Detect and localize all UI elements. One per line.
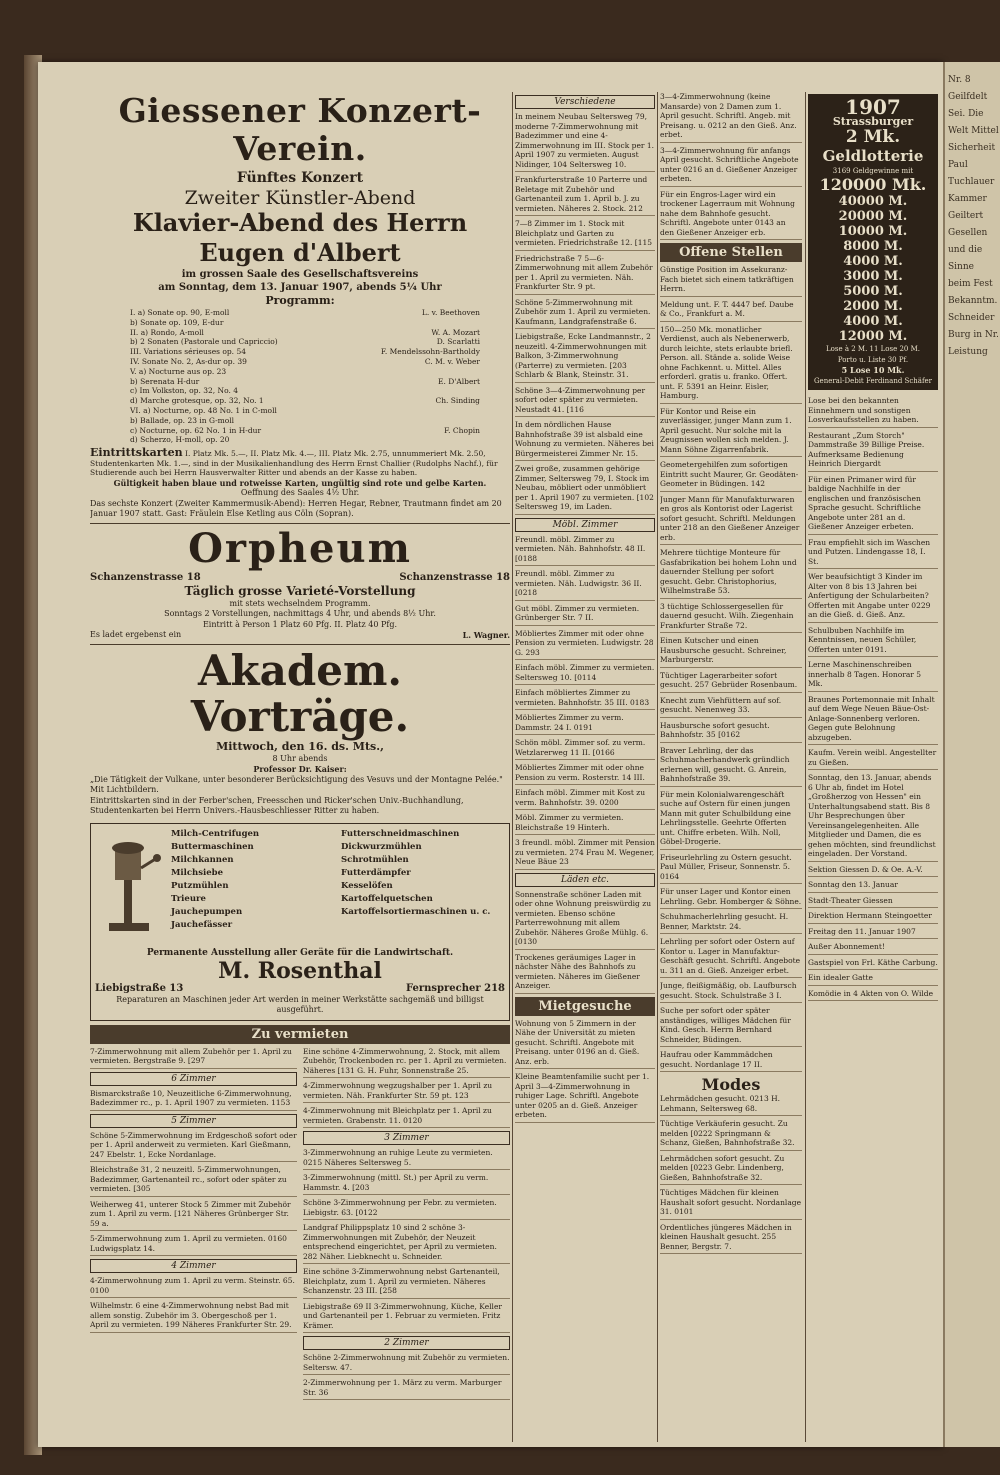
classified-ad: Schöne 3-Zimmerwohnung per Febr. zu vermieten. Liebigstr. 63. [0122 <box>303 1198 510 1220</box>
classified-ad: Zwei große, zusammen gehörige Zimmer, Seltersweg 79, I. Stock im Neubau, möbliert oder unmöbliert per 1. April 1907 zu vermieten. [102 Seltersweg 19, im Laden. <box>515 464 655 515</box>
classified-ad: Frankfurterstraße 10 Parterre und Beletage mit Zubehör und Gartenanteil zum 1. April b. J. zu vermieten. Näheres 2. Stock. 212 <box>515 175 655 216</box>
classified-ad: 3-Zimmerwohnung (mittl. St.) per April zu verm. Hammstr. 4. [203 <box>303 1173 510 1195</box>
classified-ad: Kaufm. Verein weibl. Angestellter zu Gießen. <box>808 748 938 770</box>
classified-ad: Sonnenstraße schöner Laden mit oder ohne Wohnung preiswürdig zu vermieten. Ebenso schöne Parterrewohnung mit allem Zubehör. Näheres Große Mühlg. 6. [0130 <box>515 890 655 950</box>
lottery-prize: 10000 M. <box>838 224 908 239</box>
program-row <box>130 347 480 357</box>
program-piece: c) Im Volkston, op. 32, No. 4 <box>130 386 239 396</box>
lottery-line2: 2 Mk. <box>845 126 901 147</box>
classified-ad: Haufrau oder Kammmädchen gesucht. Nordanlage 17 II. <box>660 1050 802 1072</box>
orpheum-title: Orpheum <box>188 524 412 572</box>
section-header: Läden etc. <box>515 873 655 887</box>
classified-ad: Möbliertes Zimmer mit oder ohne Pension zu vermieten. Ludwigstr. 28 G. 293 <box>515 629 655 661</box>
column-2-items <box>515 112 655 1123</box>
program-row <box>130 318 480 328</box>
classified-ad: Außer Abonnement! <box>808 942 938 955</box>
column-3-items-b <box>660 265 802 1254</box>
program-piece: b) Sonate op. 109, E-dur <box>130 317 224 327</box>
classified-ad: Suche per sofort oder später anständiges, williges Mädchen für Kind. Gesch. Herrn Bernhard Schneider, Büdingen. <box>660 1006 802 1047</box>
next-concert: Das sechste Konzert (Zweiter Kammermusik-Abend): Herren Hegar, Rebner, Trautmann findet am 20 Januar 1907 statt. Gast: Fräulein Else Ketling aus Cöln (Sopran). <box>90 498 502 519</box>
classified-ad: Tüchtiger Lagerarbeiter sofort gesucht. 257 Gebrüder Rosenbaum. <box>660 671 802 693</box>
classified-ad: Stadt-Theater Giessen <box>808 896 938 909</box>
classified-ad: Schöne 5-Zimmerwohnung mit Zubehör zum 1. April zu vermieten. Kaufmann, Landgrafenstraße 6. <box>515 298 655 330</box>
classified-ad: Eine schöne 3-Zimmerwohnung nebst Gartenanteil, Bleichplatz, zum 1. April zu vermieten. Näheres Schanzenstr. 23 III. [258 <box>303 1267 510 1299</box>
classified-ad: Schulbuben Nachhilfe im Kenntnissen, neuen Schüler, Offerten unter 0191. <box>808 626 938 658</box>
classified-ad: Schöne 3—4-Zimmerwohnung per sofort oder später zu vermieten. Neustadt 41. [116 <box>515 386 655 418</box>
konzert-sub2: Zweiter Künstler-Abend <box>184 187 416 209</box>
classified-ad: Weiherweg 41, unterer Stock 5 Zimmer mit Zubehör zum 1. April zu verm. [121 Näheres Grünberger Str. 59 a. <box>90 1200 297 1232</box>
lottery-prize: 40000 M. <box>838 194 908 209</box>
rosenthal-item: Dickwurzmühlen <box>341 841 422 852</box>
classified-ad: 3 tüchtige Schlossergesellen für dauernd gesucht. Wilh. Ziegenhain Frankfurter Straße 72. <box>660 602 802 634</box>
classified-ad: In meinem Neubau Seltersweg 79, moderne 7-Zimmerwohnung mit Badezimmer und eine 4-Zimmerwohnung im III. Stock per 1. April 1907 zu vermieten. August Nidinger, 104 Seltersweg 10. <box>515 112 655 172</box>
orpheum-daily-sub: mit stets wechselndem Programm. <box>229 598 371 608</box>
classified-ad: Knecht zum Viehfüttern auf sof. gesucht. Nenenweg 33. <box>660 696 802 718</box>
classified-ad: Lerne Maschinenschreiben innerhalb 8 Tagen. Honorar 5 Mk. <box>808 660 938 692</box>
section-header: 3 Zimmer <box>303 1131 510 1145</box>
rosenthal-item: Futterschneidmaschinen <box>341 828 460 839</box>
program-piece: b) Ballade, op. 23 in G-moll <box>130 415 235 425</box>
program-piece: II. a) Rondo, A-moll <box>130 327 204 337</box>
column-rule <box>657 92 658 1442</box>
program-composer: D. Scarlatti <box>436 337 480 347</box>
tickets-text: I. Platz Mk. 5.—, II. Platz Mk. 4.—, III. Platz Mk. 2.75, unnummeriert Mk. 2.50, Studentenkarten Mk. 1.—, sind in der Musikalienhandlung des Herrn Ernst Challier (Rudolphs Nachf.), für Studierende auch bei Herrn Hausverwalter Ritter und abends an der Kasse zu haben. <box>90 449 498 478</box>
program-composer: E. D'Albert <box>438 376 480 386</box>
rosenthal-item: Futterdämpfer <box>341 867 411 878</box>
vermieten-col-a <box>90 1047 297 1404</box>
classified-ad: Friedrichstraße 7 5—6-Zimmerwohnung mit allem Zubehör per 1. April zu vermieten. Näh. Frankfurter Str. 9 pt. <box>515 254 655 295</box>
program-piece: c) Nocturne, op. 62 No. 1 in H-dur <box>130 425 262 435</box>
section-header: 4 Zimmer <box>90 1259 297 1273</box>
classified-ad: Für einen Primaner wird für baldige Nachhilfe in der englischen und französischen Sprache gesucht. Schriftliche Angebote unter 281 an d. Gießener Anzeiger erbeten. <box>808 475 938 535</box>
classified-ad: Wer beaufsichtigt 3 Kinder im Alter von 8 bis 13 Jahren bei Anfertigung der Schularbeiten? Offerten mit Angabe unter 0229 an die Gieß. d. Gieß. Anz. <box>808 572 938 623</box>
rosenthal-item: Trieure <box>171 893 206 904</box>
program-list <box>90 308 510 445</box>
orpheum-daily: Täglich grosse Varieté-Vorstellung <box>184 583 416 598</box>
lottery-prize: 12000 M. <box>838 329 908 344</box>
classified-ad: Sektion Giessen D. & Oe. A.-V. <box>808 865 938 878</box>
classified-ad: Für ein Engros-Lager wird ein trockener Lagerraum mit Wohnung nahe dem Bahnhofe gesucht. Schriftl. Angebote unter 0143 an den Gießener Anzeiger erb. <box>660 190 802 241</box>
vortraege-title: Akadem. Vorträge. <box>190 645 410 741</box>
vermieten-col-b <box>303 1047 510 1404</box>
tickets <box>90 448 510 478</box>
classified-ad: Tüchtiges Mädchen für kleinen Haushalt sofort gesucht. Nordanlage 31. 0101 <box>660 1188 802 1220</box>
classified-ad: Gut möbl. Zimmer zu vermieten. Grünberger Str. 7 II. <box>515 604 655 626</box>
classified-ad: Einfach möbl. Zimmer zu vermieten. Seltersweg 10. [0114 <box>515 663 655 685</box>
rosenthal-item: Buttermaschinen <box>171 841 254 852</box>
classified-ad: Ein idealer Gatte <box>808 973 938 986</box>
program-composer: W. A. Mozart <box>431 327 480 337</box>
verschiedene-header: Verschiedene <box>515 95 655 109</box>
lottery-general: General-Debit Ferdinand Schäfer <box>813 376 933 385</box>
orpheum-sunday: Sonntags 2 Vorstellungen, nachmittags 4 Uhr, und abends 8½ Uhr. <box>164 609 436 619</box>
program-row <box>130 328 480 338</box>
vermieten-band: Zu vermieten <box>90 1025 510 1044</box>
section-header: Modes <box>701 1075 761 1094</box>
classified-ad: Lehrling per sofort oder Ostern auf Kontor u. Lager in Manufaktur-Geschäft gesucht. Schriftl. Angebote u. 311 an d. Gieß. Anzeiger erbet. <box>660 937 802 978</box>
classified-ad: Hausbursche sofort gesucht. Bahnhofstr. 35 [0162 <box>660 721 802 743</box>
classified-ad: Möbliertes Zimmer zu verm. Dammstr. 24 I. 0191 <box>515 713 655 735</box>
lottery-prize: 2000 M. <box>843 299 903 314</box>
classified-ad: Eine schöne 4-Zimmerwohnung, 2. Stock, mit allem Zubehör, Trockenboden rc. per 1. April zu vermieten. Näheres [131 G. H. Fuhr, Sonnenstraße 25. <box>303 1047 510 1079</box>
lottery-lose: Lose à 2 M. 11 Lose 20 M. <box>826 345 920 353</box>
rosenthal-repair: Reparaturen an Maschinen jeder Art werden in meiner Werkstätte sachgemäß und billigst ausgeführt. <box>116 994 484 1015</box>
classified-ad: Schöne 5-Zimmerwohnung im Erdgeschoß sofort oder per 1. April anderweit zu vermieten. Karl Gießmann, 247 Ebelstr. 1, Ecke Nordanlage. <box>90 1131 297 1163</box>
classified-ad: Landgraf Philippsplatz 10 sind 2 schöne 3-Zimmerwohnungen mit Zubehör, der Neuzeit entsprechend eingerichtet, per April zu vermieten. 282 Näher. Liebknecht u. Schneider. <box>303 1223 510 1264</box>
program-piece: III. Variations sérieuses op. 54 <box>130 347 246 357</box>
classified-ad: Meldung unt. F. T. 4447 bef. Daube & Co., Frankfurt a. M. <box>660 300 802 322</box>
classified-ad: Bleichstraße 31, 2 neuzeitl. 5-Zimmerwohnungen, Badezimmer, Gartenanteil rc., sofort oder später zu vermieten. [305 <box>90 1165 297 1197</box>
rosenthal-item: Schrotmühlen <box>341 854 409 865</box>
classified-ad: 4-Zimmerwohnung mit Bleichplatz per 1. April zu vermieten. Grabenstr. 11. 0120 <box>303 1106 510 1128</box>
classified-ad: Wilhelmstr. 6 eine 4-Zimmerwohnung nebst Bad mit allem sonstig. Zubehör im 3. Obergeschoß per 1. April zu vermieten. 199 Näheres Frankfurter Str. 29. <box>90 1301 297 1333</box>
vortraege-time: 8 Uhr abends <box>272 753 328 763</box>
classified-ad: Schuhmacherlehrling gesucht. H. Benner, Marktstr. 24. <box>660 912 802 934</box>
hall-opening: Oeffnung des Saales 4½ Uhr. <box>240 488 360 498</box>
classified-ad: Junger Mann für Manufakturwaren en gros als Kontorist oder Lagerist sofort gesucht. Schriftl. Meldungen unter 218 an den Gießener Anzeiger erb. <box>660 495 802 546</box>
konzert-ad <box>90 92 510 520</box>
program-composer: F. Mendelssohn-Bartholdy <box>380 347 480 357</box>
classified-ad: Trockenes geräumiges Lager in nächster Nähe des Bahnhofs zu vermieten. Näheres im Gießener Anzeiger. <box>515 953 655 994</box>
program-row <box>130 337 480 347</box>
rosenthal-phone: Fernsprecher 218 <box>405 983 505 995</box>
classified-ad: Lehrmädchen sofort gesucht. Zu melden [0223 Gebr. Lindenberg, Gießen, Bahnhofstraße 32. <box>660 1154 802 1186</box>
section-header: Mietgesuche <box>515 997 655 1016</box>
konzert-main: Klavier-Abend des Herrn Eugen d'Albert <box>132 208 468 267</box>
program-piece: b) Serenata H-dur <box>130 376 200 386</box>
program-piece: b) 2 Sonaten (Pastorale und Capriccio) <box>130 337 278 347</box>
orpheum-owner: L. Wagner. <box>462 630 510 641</box>
lottery-line1: Strassburger <box>832 115 914 128</box>
column-3 <box>660 92 802 1257</box>
program-piece: d) Scherzo, H-moll, op. 20 <box>130 435 230 445</box>
program-row <box>130 426 480 436</box>
konzert-sub1: Fünftes Konzert <box>236 170 364 186</box>
orpheum-address-left: Schanzenstrasse 18 <box>90 571 201 583</box>
lottery-prize: 4000 M. <box>843 254 903 269</box>
lottery-count: 3169 Geldgewinne mit <box>832 166 914 175</box>
lottery-prize: 5000 M. <box>843 284 903 299</box>
classified-ad: Einfach möbl. Zimmer mit Kost zu verm. Bahnhofstr. 39. 0200 <box>515 788 655 810</box>
classified-ad: Möbliertes Zimmer mit oder ohne Pension zu verm. Rosterstr. 14 III. <box>515 763 655 785</box>
classified-ad: Freitag den 11. Januar 1907 <box>808 927 938 940</box>
classified-ad: Direktion Hermann Steingoetter <box>808 911 938 924</box>
konzert-place: im grossen Saale des Gesellschaftsvereins <box>181 269 419 280</box>
classified-ad: Braunes Portemonnaie mit Inhalt auf dem Wege Neuen Bäue-Ost-Anlage-Sonnenberg verloren. Gegen gute Belohnung abzugeben. <box>808 695 938 746</box>
classified-ad: Lehrmädchen gesucht. 0213 H. Lehmann, Seltersweg 68. <box>660 1094 802 1116</box>
lottery-prize: 3000 M. <box>843 269 903 284</box>
column-4 <box>808 92 938 1004</box>
adjacent-page-text: Nr. 8 Geilfdelt Sei. Die Welt Mittel Sicherheit Paul Tuchlauer Kammer Geiltert Gesellen und die Sinne beim Fest Bekanntm. Schneider Burg in Nr. Leistung <box>948 75 999 357</box>
classified-ad: 3-Zimmerwohnung an ruhige Leute zu vermieten. 0215 Näheres Seltersweg 5. <box>303 1148 510 1170</box>
classified-ad: Schön möbl. Zimmer sof. zu verm. Wetzlarerweg 11 II. [0166 <box>515 738 655 760</box>
rosenthal-item: Milchkannen <box>171 854 234 865</box>
classified-ad: In dem nördlichen Hause Bahnhofstraße 39 ist alsbald eine Wohnung zu vermieten. Näheres bei Bürgermeisterei Zimmer Nr. 15. <box>515 420 655 461</box>
lottery-lose2: 5 Lose 10 Mk. <box>841 365 905 375</box>
program-piece: V. a) Nocturne aus op. 23 <box>130 366 227 376</box>
program-row <box>130 406 480 416</box>
program-composer: C. M. v. Weber <box>424 356 480 366</box>
rosenthal-list-left <box>171 828 335 948</box>
lottery-porto: Porto u. Liste 30 Pf. <box>837 355 909 364</box>
rosenthal-item: Jauchefässer <box>171 919 233 930</box>
column-rule <box>512 92 513 1442</box>
rosenthal-item: Putzmühlen <box>171 880 229 891</box>
rosenthal-name: M. Rosenthal <box>218 958 382 985</box>
classified-ad: 3—4-Zimmerwohnung für anfangs April gesucht. Schriftliche Angebote unter 0216 an d. Gießener Anzeiger erbeten. <box>660 146 802 187</box>
offene-stellen-band: Offene Stellen <box>660 243 802 262</box>
program-row <box>130 357 480 367</box>
program-row <box>130 377 480 387</box>
classified-ad: Mehrere tüchtige Monteure für Gasfabrikation bei hohem Lohn und dauernder Stellung per sofort gesucht. Gebr. Christophorius, Wilhelmstraße 53. <box>660 548 802 599</box>
classified-ad: 4-Zimmerwohnung wegzugshalber per 1. April zu vermieten. Näh. Frankfurter Str. 59 pt. 123 <box>303 1081 510 1103</box>
section-header: 6 Zimmer <box>90 1072 297 1086</box>
program-piece: d) Marche grotesque, op. 32, No. 1 <box>130 396 264 406</box>
program-label: Programm: <box>265 294 335 307</box>
lottery-line3: Geldlotterie <box>822 146 924 165</box>
classified-ad: Einfach möbliertes Zimmer zu vermieten. Bahnhofstr. 35 III. 0183 <box>515 688 655 710</box>
program-row <box>130 308 480 318</box>
classified-ad: Freundl. möbl. Zimmer zu vermieten. Näh. Bahnhofstr. 48 II. [0188 <box>515 535 655 567</box>
section-header: 2 Zimmer <box>303 1336 510 1350</box>
lottery-prize: 120000 Mk. <box>819 175 927 194</box>
classified-ad: Braver Lehrling, der das Schuhmacherhandwerk gründlich erlernen will, gesucht. G. Anrein, Bahnhofstraße 39. <box>660 746 802 787</box>
classified-ad: Liebigstraße 69 II 3-Zimmerwohnung, Küche, Keller und Gartenanteil per 1. Februar zu vermieten. Fritz Krämer. <box>303 1302 510 1334</box>
classified-ad: Einen Kutscher und einen Hausbursche gesucht. Schreiner, Marburgerstr. <box>660 636 802 668</box>
orpheum-address-right: Schanzenstrasse 18 <box>399 571 510 583</box>
classified-ad: Bismarckstraße 10, Neuzeitliche 6-Zimmerwohnung, Badezimmer rc., p. 1. April 1907 zu vermieten. 1153 <box>90 1089 297 1111</box>
vortraege-ad <box>90 645 510 817</box>
classified-ad: Wohnung von 5 Zimmern in der Nähe der Universität zu mieten gesucht. Schriftl. Angebote mit Preisang. unter 0196 an d. Gieß. Anz. erb. <box>515 1019 655 1070</box>
konzert-date: am Sonntag, dem 13. Januar 1907, abends 5¼ Uhr <box>158 282 442 293</box>
program-composer: L. v. Beethoven <box>421 308 480 317</box>
rosenthal-item: Kesselöfen <box>341 880 393 891</box>
konzert-title: Giessener Konzert-Verein. <box>118 92 482 168</box>
lottery-prize: 20000 M. <box>838 209 908 224</box>
lottery-prizes <box>810 176 936 344</box>
rosenthal-address: Liebigstraße 13 <box>95 983 184 995</box>
classified-ad: Junge, fleißigmäßig, ob. Laufbursch gesucht. Stock. Schulstraße 3 I. <box>660 981 802 1003</box>
vortraege-speaker: Professor Dr. Kaiser: <box>253 764 347 775</box>
classified-ad: Günstige Position im Assekuranz-Fach bietet sich einem tatkräftigen Herrn. <box>660 265 802 297</box>
classified-ad: Freundl. möbl. Zimmer zu vermieten. Näh. Ludwigstr. 36 II. [0218 <box>515 569 655 601</box>
ticket-validity: Gültigkeit haben blaue und rotweisse Karten, ungültig sind rote und gelbe Karten. <box>113 477 487 488</box>
classified-ad: 3 freundl. möbl. Zimmer mit Pension zu vermieten. 274 Frau M. Wegener, Neue Bäue 23 <box>515 838 655 870</box>
classified-ad: 4-Zimmerwohnung zum 1. April zu verm. Steinstr. 65. 0100 <box>90 1276 297 1298</box>
rosenthal-ad <box>90 823 510 1021</box>
lottery-prize: 8000 M. <box>843 239 903 254</box>
rosenthal-item: Kartoffelquetschen <box>341 893 433 904</box>
column-rule <box>805 92 806 1442</box>
classified-ad: Friseurlehrling zu Ostern gesucht. Paul Müller, Friseur, Sonnenstr. 5. 0164 <box>660 853 802 885</box>
classified-ad: Sonntag den 13. Januar <box>808 880 938 893</box>
classified-ad: 150—250 Mk. monatlicher Verdienst, auch als Nebenerwerb, durch leichte, stets erlaubte briefl. Person. all. Stände a. solide Weise ohne Fachkennt. u. Mittel. Alles erforderl. gratis u. franko. Offert. unt. F. 5391 an Heinr. Eisler, Hamburg. <box>660 325 802 404</box>
classified-ad: Für mein Kolonialwarengeschäft suche auf Ostern für einen jungen Mann mit guter Schulbildung eine Lehrlingsstelle. Geehrte Offerten unt. Chiffre erbeten. Wilh. Noll, Göbel-Drogerie. <box>660 790 802 850</box>
classified-ad: Gastspiel von Frl. Käthe Carbung. <box>808 958 938 971</box>
classified-ad: Restaurant „Zum Storch" Dammstraße 39 Billige Preise. Aufmerksame Bedienung Heinrich Diergardt <box>808 431 938 472</box>
classified-ad: Tüchtige Verkäuferin gesucht. Zu melden [0222 Springmann & Schanz, Gießen, Bahnhofstraße 32. <box>660 1119 802 1151</box>
tickets-label: Eintrittskarten <box>90 446 183 460</box>
classified-ad: Möbl. Zimmer zu vermieten. Bleichstraße 19 Hinterh. <box>515 813 655 835</box>
rosenthal-item: Milchsiebe <box>171 867 223 878</box>
classified-ad: 7—8 Zimmer im 1. Stock mit Bleichplatz und Garten zu vermieten. Friedrichstraße 12. [115 <box>515 219 655 251</box>
classified-ad: Geometergehilfen zum sofortigen Eintritt sucht Maurer, Gr. Geodäten-Geometer in Büdingen. 142 <box>660 460 802 492</box>
classified-ad: 7-Zimmerwohnung mit allem Zubehör per 1. April zu vermieten. Bergstraße 9. [297 <box>90 1047 297 1069</box>
vortraege-date: Mittwoch, den 16. ds. Mts., <box>216 739 384 753</box>
program-composer: F. Chopin <box>444 425 480 435</box>
lottery-ad <box>808 94 938 390</box>
program-row <box>130 367 480 377</box>
rosenthal-list-right <box>341 828 505 948</box>
rosenthal-perm: Permanente Ausstellung aller Geräte für die Landwirtschaft. <box>146 947 454 958</box>
orpheum-ad <box>90 524 510 641</box>
rosenthal-item: Kartoffelsortiermaschinen u. c. <box>341 906 491 917</box>
program-piece: VI. a) Nocturne, op. 48 No. 1 in C-moll <box>130 405 277 415</box>
program-row <box>130 386 480 396</box>
program-row <box>130 435 480 445</box>
lottery-year: 1907 <box>845 95 901 119</box>
orpheum-signoff: Es ladet ergebenst ein <box>90 630 182 640</box>
orpheum-entry: Eintritt à Person 1 Platz 60 Pfg. II. Platz 40 Pfg. <box>202 619 398 629</box>
column-3-items-a <box>660 92 802 240</box>
column-4-items <box>808 396 938 1001</box>
classified-ad: Kleine Beamtenfamilie sucht per 1. April 3—4-Zimmerwohnung in ruhiger Lage. Schriftl. Angebote unter 0205 an d. Gieß. Anzeiger erbeten. <box>515 1072 655 1123</box>
program-composer: Ch. Sinding <box>435 396 480 406</box>
classified-ad: Ordentliches jüngeres Mädchen in kleinen Haushalt gesucht. 255 Benner, Bergstr. 7. <box>660 1223 802 1255</box>
column-2 <box>515 92 655 1126</box>
lottery-prize: 4000 M. <box>843 314 903 329</box>
section-header: 5 Zimmer <box>90 1114 297 1128</box>
adjacent-page <box>943 62 1000 1447</box>
classified-ad: Sonntag, den 13. Januar, abends 6 Uhr ab, findet im Hotel „Großherzog von Hessen" ein Unterhaltungsabend statt. Bis 8 Uhr Besprechungen über Vereinsangelegenheiten. Alle Mitglieder und Damen, die es gehen möchten, sind freundlichst eingeladen. Der Vorstand. <box>808 773 938 862</box>
vortraege-info: Eintrittskarten sind in der Ferber'schen, Freesschen und Ricker'schen Univ.-Buchhandlung, Studentenkarten bei Herrn Univers.-Hausbeschliesser Ritter zu haben. <box>90 795 464 816</box>
classified-ad: 5-Zimmerwohnung zum 1. April zu vermieten. 0160 Ludwigsplatz 14. <box>90 1234 297 1256</box>
rosenthal-item: Milch-Centrifugen <box>171 828 260 839</box>
centrifuge-illustration <box>95 828 165 948</box>
section-header: Möbl. Zimmer <box>515 518 655 532</box>
classified-ad: Für Kontor und Reise ein zuverlässiger, junger Mann zum 1. April gesucht. Nur solche mit la Zeugnissen wollen sich melden. J. Mann Söhne Zigarrenfabrik. <box>660 407 802 458</box>
program-piece: I. a) Sonate op. 90, E-moll <box>130 308 230 317</box>
classified-ad: 3—4-Zimmerwohnung (keine Mansarde) von 2 Damen zum 1. April gesucht. Schriftl. Angeb. mit Preisang. u. 0212 an den Gieß. Anz. erbet. <box>660 92 802 143</box>
program-row <box>130 396 480 406</box>
rosenthal-item: Jauchepumpen <box>171 906 243 917</box>
classified-ad: Lose bei den bekannten Einnehmern und sonstigen Losverkaufsstellen zu haben. <box>808 396 938 428</box>
program-piece: IV. Sonate No. 2, As-dur op. 39 <box>130 356 247 366</box>
program-row <box>130 416 480 426</box>
classified-ad: Für unser Lager und Kontor einen Lehrling. Gebr. Homberger & Söhne. <box>660 887 802 909</box>
column-1 <box>90 92 510 1403</box>
classified-ad: Schöne 2-Zimmerwohnung mit Zubehör zu vermieten. Seltersw. 47. <box>303 1353 510 1375</box>
classified-ad: Liebigstraße, Ecke Landmannstr., 2 neuzeitl. 4-Zimmerwohnungen mit Balkon, 3-Zimmerwohnung (Parterre) zu vermieten. [203 Schlarb & Blank, Steinstr. 31. <box>515 332 655 383</box>
vortraege-topic: „Die Tätigkeit der Vulkane, unter besonderer Berücksichtigung des Vesuvs und der Montagne Pelée." Mit Lichtbildern. <box>90 774 503 795</box>
classified-ad: Komödie in 4 Akten von O. Wilde <box>808 989 938 1002</box>
classified-ad: Frau empfiehlt sich im Waschen und Putzen. Lindengasse 18, I. St. <box>808 538 938 570</box>
classified-ad: 2-Zimmerwohnung per 1. März zu verm. Marburger Str. 36 <box>303 1378 510 1400</box>
